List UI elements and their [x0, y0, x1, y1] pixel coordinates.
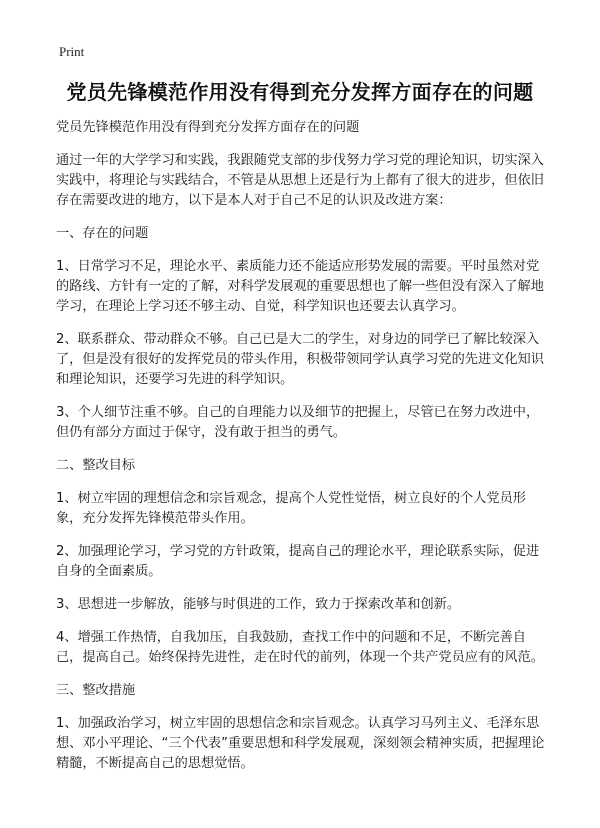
goals-item-2: 2、加强理论学习，学习党的方针政策，提高自己的理论水平，理论联系实际，促进自身的全面素质。	[56, 544, 540, 579]
goals-item-4: 4、增强工作热情，自我加压，自我鼓励，查找工作中的问题和不足，不断完善自己，提高自己。始终保持先进性，走在时代的前列，体现一个共产党员应有的风范。	[56, 630, 544, 665]
intro-paragraph: 通过一年的大学学习和实践，我跟随党支部的步伐努力学习党的理论知识，切实深入实践中，将理论与实践结合，不管是从思想上还是行为上都有了很大的进步，但依旧存在需要改进的地方，以下是本人对于自己不足的认识及改进方案：	[56, 153, 544, 208]
measures-item-1: 1、加强政治学习，树立牢固的思想信念和宗旨观念。认真学习马列主义、毛泽东思想、邓小平理论、“三个代表”重要思想和科学发展观，深刻领会精神实质，把握理论精髓，不断提高自己的思想觉悟。	[56, 716, 545, 771]
section-heading-measures: 三、整改措施	[56, 683, 136, 698]
print-label: Print	[59, 44, 85, 59]
problems-item-1: 1、日常学习不足，理论水平、素质能力还不能适应形势发展的需要。平时虽然对党的路线、方针有一定的了解，对科学发展观的重要思想也了解一些但没有深入了解地学习，在理论上学习还不够主动、自觉，科学知识也还要去认真学习。	[56, 259, 544, 314]
document-title: 党员先锋模范作用没有得到充分发挥方面存在的问题	[66, 80, 534, 104]
section-heading-goals: 二、整改目标	[56, 458, 136, 473]
goals-item-1: 1、树立牢固的理想信念和宗旨观念，提高个人党性觉悟，树立良好的个人党员形象，充分发挥先锋模范带头作用。	[56, 491, 526, 526]
section-heading-problems: 一、存在的问题	[56, 226, 149, 241]
problems-item-3: 3、个人细节注重不够。自己的自理能力以及细节的把握上，尽管已在努力改进中，但仍有部分方面过于保守，没有敢于担当的勇气。	[56, 405, 540, 440]
goals-item-3: 3、思想进一步解放，能够与时俱进的工作，致力于探索改革和创新。	[56, 597, 461, 612]
document-subtitle: 党员先锋模范作用没有得到充分发挥方面存在的问题	[56, 120, 360, 135]
document-body	[56, 118, 550, 787]
problems-item-2: 2、联系群众、带动群众不够。自己已是大二的学生，对身边的同学已了解比较深入了，但是没有很好的发挥党员的带头作用，积极带领同学认真学习党的先进文化知识和理论知识，还要学习先进的科学知识。	[56, 332, 544, 387]
